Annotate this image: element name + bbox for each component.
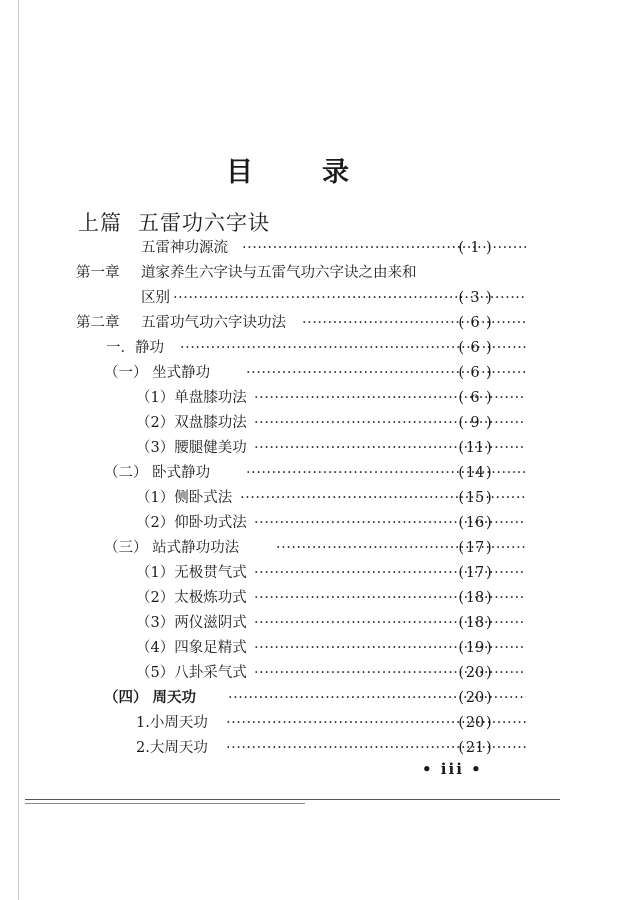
toc-entry[interactable] — [76, 461, 506, 485]
toc-entry[interactable] — [76, 661, 506, 685]
toc-page-number: 16 — [465, 515, 485, 531]
toc-entry[interactable] — [76, 511, 506, 535]
toc-page-number: 17 — [465, 565, 485, 581]
toc-entry-text: 五雷神功源流 — [141, 240, 228, 256]
bottom-rule — [25, 799, 560, 800]
toc-entry[interactable] — [76, 561, 506, 585]
toc-page-number: 3 — [470, 290, 480, 306]
toc-page-number: 9 — [470, 415, 480, 431]
toc-page-ref: ( 20 ) — [450, 686, 500, 710]
page-spine-line — [18, 0, 19, 900]
toc-page-number: 11 — [465, 440, 485, 456]
toc-page-number: 6 — [470, 390, 480, 406]
toc-entry-text: 五雷功气功六字诀功法 — [141, 315, 286, 331]
toc-entry-text: 道家养生六字诀与五雷气功六字诀之由来和 — [141, 265, 417, 281]
toc-entry-text: 区别 — [141, 290, 170, 306]
toc-page-number: 6 — [470, 315, 480, 331]
toc-entry[interactable] — [76, 736, 506, 760]
toc-entry-text: （二） 卧式静功 — [104, 465, 211, 481]
toc-entry-text: （四） 周天功 — [104, 689, 197, 706]
toc-entry[interactable] — [76, 236, 506, 260]
toc-entry-text: （一） 坐式静功 — [104, 365, 211, 381]
toc-entry-text: 一．静功 — [106, 340, 164, 356]
toc-entry-text: （3）两仪滋阴式 — [136, 615, 247, 631]
toc-entry-text: （1）侧卧式法 — [136, 490, 233, 506]
toc-page-ref: ( 17 ) — [450, 561, 500, 585]
toc-page-ref: ( 3 ) — [450, 286, 500, 310]
toc-entry-text: （3）腰腿健美功 — [136, 440, 247, 456]
toc-entry[interactable] — [76, 336, 506, 360]
toc-entry[interactable] — [76, 286, 506, 310]
toc-page-number: 21 — [465, 740, 485, 756]
bottom-rule-secondary — [25, 803, 305, 804]
toc-entry-text: （4）四象足精式 — [136, 640, 247, 656]
toc-page-ref: ( 6 ) — [450, 311, 500, 335]
toc-page-number: 20 — [465, 690, 485, 706]
toc-entry[interactable] — [76, 611, 506, 635]
toc-page-number: 17 — [465, 540, 485, 556]
toc-page-ref: ( 6 ) — [450, 336, 500, 360]
toc-page-number: 6 — [470, 365, 480, 381]
toc-page-number: 14 — [465, 465, 485, 481]
toc-entry-text: （2）仰卧功式法 — [136, 515, 247, 531]
toc-page-ref: ( 18 ) — [450, 586, 500, 610]
toc-page-ref: ( 6 ) — [450, 386, 500, 410]
toc-page-ref: ( 16 ) — [450, 511, 500, 535]
part-title: 五雷功六字诀 — [138, 211, 270, 235]
toc-page-number: 18 — [465, 615, 485, 631]
toc-page-number: 20 — [465, 665, 485, 681]
toc-page-ref: ( 1 ) — [450, 236, 500, 260]
toc-entry[interactable] — [76, 386, 506, 410]
toc-entry-text: （三） 站式静功功法 — [104, 540, 240, 556]
toc-entry[interactable] — [76, 486, 506, 510]
toc-page-ref: ( 6 ) — [450, 361, 500, 385]
toc-entry[interactable] — [76, 536, 506, 560]
toc-entry-text: （5）八卦采气式 — [136, 665, 247, 681]
toc-page-ref: ( 21 ) — [450, 736, 500, 760]
toc-entry-text: 2.大周天功 — [136, 740, 208, 756]
toc-entry[interactable] — [76, 311, 506, 335]
page-title — [0, 150, 637, 188]
toc-page-ref: ( 17 ) — [450, 536, 500, 560]
toc-entry[interactable] — [76, 636, 506, 660]
toc-page-ref: ( 20 ) — [450, 661, 500, 685]
toc-entry-text: （1）无极贯气式 — [136, 565, 247, 581]
page-number: • iii • — [422, 760, 483, 778]
toc-page-number: 6 — [470, 340, 480, 356]
toc-page-ref: ( 14 ) — [450, 461, 500, 485]
toc-page-ref: ( 20 ) — [450, 711, 500, 735]
toc-entry-text: （2）双盘膝功法 — [136, 415, 247, 431]
toc-entry[interactable] — [76, 411, 506, 435]
title-char-left: 目 — [226, 157, 253, 188]
toc-page-number: 19 — [465, 640, 485, 656]
toc-page-ref: ( 18 ) — [450, 611, 500, 635]
toc-page-ref: ( 19 ) — [450, 636, 500, 660]
toc-entry[interactable] — [76, 436, 506, 460]
toc-entry[interactable] — [76, 711, 506, 735]
chapter-label: 第二章 — [76, 315, 120, 331]
toc-entry[interactable] — [76, 361, 506, 385]
toc-page-ref: ( 11 ) — [450, 436, 500, 460]
part-label: 上篇 — [78, 211, 122, 235]
toc-page-ref: ( 15 ) — [450, 486, 500, 510]
toc-entry[interactable] — [76, 586, 506, 610]
toc-entry-text: （2）太极炼功式 — [136, 590, 247, 606]
toc-entry-text: 1.小周天功 — [136, 715, 208, 731]
toc-entry[interactable] — [76, 686, 506, 710]
toc-page-number: 1 — [470, 240, 480, 256]
part-heading — [78, 207, 270, 237]
toc-page-ref: ( 9 ) — [450, 411, 500, 435]
toc-page-number: 18 — [465, 590, 485, 606]
toc-entry[interactable] — [76, 261, 506, 285]
title-char-right: 录 — [322, 157, 349, 188]
toc-page-number: 20 — [465, 715, 485, 731]
toc-entry-text: （1）单盘膝功法 — [136, 390, 247, 406]
chapter-label: 第一章 — [76, 265, 120, 281]
toc-page-number: 15 — [465, 490, 485, 506]
